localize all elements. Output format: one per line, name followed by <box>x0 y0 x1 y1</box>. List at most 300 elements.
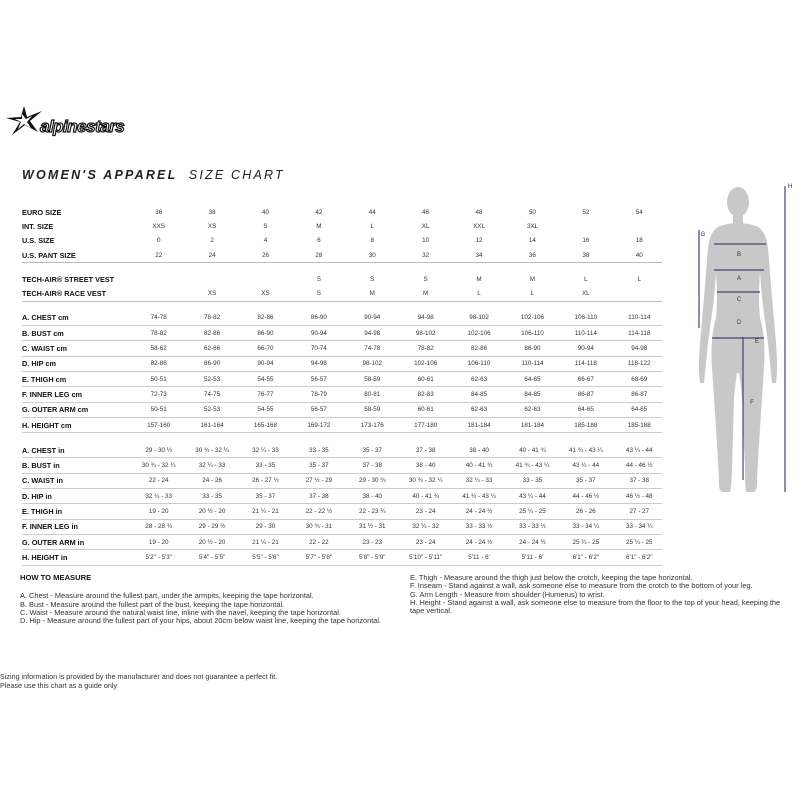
table-cell <box>181 219 189 233</box>
table-spacer <box>235 205 243 219</box>
table-cell: 19 - 20 <box>136 534 181 549</box>
table-cell: 86-87 <box>617 387 662 402</box>
table-spacer <box>128 519 136 534</box>
table-spacer <box>502 402 510 417</box>
table-spacer <box>181 489 189 504</box>
table-cell: 86-90 <box>510 341 555 356</box>
table-cell: 29 - 29 ½ <box>189 519 234 534</box>
measure-chest: A. Chest - Measure around the fullest part, under the armpits, keeping the tape horizontal. <box>20 591 314 601</box>
table-spacer <box>342 205 350 219</box>
table-spacer <box>288 473 296 488</box>
disclaimer <box>0 673 277 690</box>
table-spacer <box>555 326 563 341</box>
table-cell: 43 ¼ - 44 <box>563 458 608 473</box>
table-cell: 43 ¼ - 44 <box>510 489 555 504</box>
table-cell: 35 - 37 <box>350 443 395 458</box>
table-spacer <box>555 356 563 371</box>
table-cell: 80-81 <box>350 387 395 402</box>
table-cell: 52-53 <box>189 371 234 386</box>
table-cell: 43 ¼ - 44 <box>617 443 662 458</box>
table-cell: 40 - 41 ¾ <box>510 443 555 458</box>
table-spacer <box>448 473 456 488</box>
table-row <box>22 473 662 488</box>
table-spacer <box>235 234 243 248</box>
disclaimer-line-2: Please use this chart as a guide only <box>0 680 118 690</box>
table-cell: M <box>403 286 448 301</box>
table-spacer <box>235 473 243 488</box>
table-cell: 86-90 <box>296 311 341 326</box>
table-cell: 64-65 <box>510 371 555 386</box>
table-spacer <box>342 311 350 326</box>
table-spacer <box>128 402 136 417</box>
table-cell: XS <box>243 286 288 301</box>
row-label: TECH-AIR® STREET VEST <box>22 274 115 284</box>
table-spacer <box>448 272 456 286</box>
row-label: F. INNER LEG cm <box>22 387 128 402</box>
table-spacer <box>555 248 563 263</box>
table-cell: 66-70 <box>243 341 288 356</box>
table-spacer <box>395 458 403 473</box>
table-cell: L <box>370 222 375 230</box>
label-e: E <box>754 339 760 345</box>
table-cell: 32 ¼ - 33 <box>189 458 234 473</box>
table-spacer <box>502 371 510 386</box>
table-spacer <box>181 234 189 248</box>
table-spacer <box>555 443 563 458</box>
table-spacer <box>395 272 403 286</box>
table-cell: 23 - 23 <box>350 534 395 549</box>
table-cell: 5'2" - 5'3" <box>136 550 181 565</box>
table-spacer <box>128 489 136 504</box>
table-spacer <box>609 519 617 534</box>
table-row <box>22 341 662 356</box>
table-cell: M <box>476 275 482 283</box>
table-cell: 37 - 38 <box>403 443 448 458</box>
table-cell: 24 - 24 ½ <box>456 504 501 519</box>
table-spacer <box>609 504 617 519</box>
table-cell: 66-67 <box>563 371 608 386</box>
table-cell: 25 ¼ - 25 <box>510 504 555 519</box>
table-spacer <box>555 387 563 402</box>
table-spacer <box>555 519 563 534</box>
table-row <box>22 534 662 549</box>
table-cell: XXS <box>152 222 165 230</box>
table-spacer <box>342 234 350 248</box>
table-cell: S <box>423 275 428 283</box>
table-spacer <box>555 286 563 301</box>
table-cell <box>136 272 181 286</box>
table-spacer <box>395 417 403 432</box>
table-cell: 31 ½ - 31 <box>350 519 395 534</box>
table-spacer <box>342 489 350 504</box>
table-cell: 48 <box>475 208 483 216</box>
table-cell: 106-110 <box>510 326 555 341</box>
table-spacer <box>181 272 189 286</box>
table-spacer <box>235 458 243 473</box>
table-spacer <box>181 504 189 519</box>
row-label: TECH-AIR® RACE VEST <box>22 286 128 301</box>
table-spacer <box>609 234 617 248</box>
table-cell: 44 - 46 ½ <box>563 489 608 504</box>
row-label: C. WAIST in <box>22 473 128 488</box>
table-spacer <box>235 443 243 458</box>
table-spacer <box>555 371 563 386</box>
table-cell: 86-90 <box>243 326 288 341</box>
table-cell: 19 - 20 <box>136 504 181 519</box>
table-cell: 6'1" - 6'2" <box>617 550 662 565</box>
table-row <box>22 272 662 286</box>
row-gap <box>22 263 662 273</box>
measure-thigh: E. Thigh - Measure around the thigh just below the crotch, keeping the tape horizontal. <box>410 573 693 582</box>
table-spacer <box>448 286 456 301</box>
table-spacer <box>609 489 617 504</box>
table-spacer <box>395 473 403 488</box>
table-cell: 98-102 <box>456 311 501 326</box>
table-cell: 72-73 <box>136 387 181 402</box>
table-spacer <box>128 286 136 301</box>
table-spacer <box>555 272 563 286</box>
table-cell: 29 - 30 ½ <box>136 443 181 458</box>
table-cell: 26 - 26 <box>563 504 608 519</box>
table-row <box>22 387 662 402</box>
table-cell: 58-59 <box>350 402 395 417</box>
table-spacer <box>395 443 403 458</box>
table-cell: 90-94 <box>563 341 608 356</box>
table-cell: XXL <box>473 222 485 230</box>
row-label: D. HIP cm <box>22 356 128 371</box>
table-cell: 86-90 <box>189 356 234 371</box>
table-spacer <box>502 534 510 549</box>
table-cell: 0 <box>156 237 161 245</box>
table-cell: 74-75 <box>189 387 234 402</box>
how-to-measure-heading: HOW TO MEASURE <box>20 573 92 582</box>
label-c: C <box>736 297 742 303</box>
table-cell: 33 - 35 <box>243 458 288 473</box>
label-f: F <box>750 400 754 406</box>
table-cell: XL <box>563 286 608 301</box>
table-cell: 110-114 <box>617 311 662 326</box>
table-cell: 38 - 40 <box>350 489 395 504</box>
table-cell: M <box>316 222 322 230</box>
table-spacer <box>181 417 189 432</box>
table-spacer <box>502 443 510 458</box>
table-spacer <box>342 248 350 263</box>
table-spacer <box>288 519 296 534</box>
table-spacer <box>128 326 136 341</box>
table-cell: XL <box>421 222 430 230</box>
table-spacer <box>555 458 563 473</box>
table-cell: 22 - 22 <box>296 534 341 549</box>
table-cell: 22 <box>136 248 181 263</box>
table-cell: 78-82 <box>189 311 234 326</box>
table-cell: 58-62 <box>136 341 181 356</box>
table-cell: 32 ¼ - 33 <box>456 473 501 488</box>
table-cell: S <box>296 286 341 301</box>
table-row <box>22 326 662 341</box>
table-spacer <box>555 489 563 504</box>
measure-arm: G. Arm Length - Measure from shoulder (Humerus) to wrist. <box>410 589 605 599</box>
table-cell: 94-98 <box>296 356 341 371</box>
table-cell: 37 - 38 <box>617 473 662 488</box>
star-icon <box>6 106 42 135</box>
table-cell: 82-86 <box>136 356 181 371</box>
table-cell: 46 <box>422 208 430 216</box>
table-spacer <box>609 417 617 432</box>
table-cell: S <box>316 275 321 283</box>
table-cell: 110-114 <box>510 356 555 371</box>
table-cell: 46 ½ - 48 <box>617 489 662 504</box>
table-cell: 94-98 <box>617 341 662 356</box>
measure-hip: D. Hip - Measure around the fullest part of your hips, about 20cm below waist line, keeping the tape horizontal. <box>20 616 382 626</box>
label-g: G <box>700 232 706 238</box>
table-cell: 32 ¼ - 32 <box>403 519 448 534</box>
table-spacer <box>235 402 243 417</box>
table-spacer <box>448 402 456 417</box>
table-spacer <box>128 205 136 219</box>
table-cell: 42 <box>315 208 323 216</box>
table-cell: S <box>370 275 375 283</box>
how-to-measure-left <box>20 574 410 625</box>
table-cell: 82-83 <box>403 387 448 402</box>
table-spacer <box>448 356 456 371</box>
table-spacer <box>395 550 403 565</box>
table-cell: 32 ¼ - 33 <box>136 489 181 504</box>
table-cell: 94-98 <box>403 311 448 326</box>
table-cell: 10 <box>422 237 430 245</box>
woman-silhouette <box>699 187 777 492</box>
table-cell: 8 <box>370 237 375 245</box>
table-cell: 40 <box>261 208 269 216</box>
table-cell: 41 ¾ - 43 ¼ <box>456 489 501 504</box>
table-cell: 23 - 24 <box>403 534 448 549</box>
table-cell <box>235 219 243 233</box>
table-cell: 21 ¼ - 21 <box>243 534 288 549</box>
table-spacer <box>235 387 243 402</box>
table-spacer <box>448 458 456 473</box>
table-cell: 29 - 30 ¾ <box>350 473 395 488</box>
table-cell: XS <box>189 286 234 301</box>
row-label: E. THIGH cm <box>22 371 128 386</box>
table-cell: 2 <box>210 237 214 245</box>
table-spacer <box>235 286 243 301</box>
table-spacer <box>502 234 510 248</box>
table-cell: 84-85 <box>510 387 555 402</box>
table-spacer <box>342 356 350 371</box>
table-cell <box>617 219 662 233</box>
table-row <box>22 458 662 473</box>
table-cell: 90-94 <box>350 311 395 326</box>
table-spacer <box>609 550 617 565</box>
table-cell: 5'10" - 5'11" <box>403 550 448 565</box>
table-spacer <box>288 458 296 473</box>
table-cell: 33 - 34 ¼ <box>563 519 608 534</box>
table-cell <box>609 219 617 233</box>
table-cell: 41 ¾ - 43 ¼ <box>510 458 555 473</box>
table-row <box>22 356 662 371</box>
row-label: F. INNER LEG in <box>22 519 128 534</box>
table-row <box>22 443 662 458</box>
table-cell: L <box>456 286 501 301</box>
table-cell: 52 <box>582 208 590 216</box>
table-spacer <box>342 402 350 417</box>
table-spacer <box>502 458 510 473</box>
table-cell: 50-51 <box>136 371 181 386</box>
table-spacer <box>181 311 189 326</box>
table-cell: 177-180 <box>403 417 448 432</box>
table-spacer <box>555 534 563 549</box>
table-spacer <box>342 534 350 549</box>
table-cell: 98-102 <box>350 356 395 371</box>
table-row <box>22 402 662 417</box>
table-cell: 16 <box>582 237 590 245</box>
table-spacer <box>181 550 189 565</box>
table-cell: 6'1" - 6'2" <box>563 550 608 565</box>
label-b: B <box>736 252 742 258</box>
table-cell: 90-94 <box>296 326 341 341</box>
table-row <box>22 286 662 301</box>
row-label: D. HIP in <box>22 489 128 504</box>
table-spacer <box>235 326 243 341</box>
table-spacer <box>609 371 617 386</box>
measure-height: H. Height - Stand against a wall, ask someone else to measure from the floor to the top of your head, keeping the tape vertical. <box>410 597 781 616</box>
label-h: H <box>787 184 793 190</box>
table-cell: L <box>584 275 588 283</box>
row-label: H. HEIGHT in <box>22 550 128 565</box>
table-cell: 185-188 <box>617 417 662 432</box>
table-cell: 37 - 38 <box>350 458 395 473</box>
table-cell: 64-65 <box>563 402 608 417</box>
table-spacer <box>609 341 617 356</box>
table-spacer <box>235 550 243 565</box>
table-spacer <box>288 311 296 326</box>
table-cell: 114-118 <box>617 326 662 341</box>
table-spacer <box>448 443 456 458</box>
table-spacer <box>395 519 403 534</box>
table-cell: 26 - 27 ½ <box>243 473 288 488</box>
row-label: EURO SIZE <box>22 207 62 217</box>
table-spacer <box>609 311 617 326</box>
table-spacer <box>342 443 350 458</box>
table-spacer <box>609 387 617 402</box>
table-spacer <box>288 272 296 286</box>
table-cell: 78-82 <box>403 341 448 356</box>
table-spacer <box>181 402 189 417</box>
table-cell: 56-57 <box>296 371 341 386</box>
table-spacer <box>395 402 403 417</box>
table-spacer <box>128 371 136 386</box>
table-spacer <box>128 248 136 263</box>
row-label: C. WAIST cm <box>22 341 128 356</box>
table-spacer <box>448 489 456 504</box>
row-label: G. OUTER ARM in <box>22 534 128 549</box>
row-label: B. BUST in <box>22 458 128 473</box>
table-cell: 76-77 <box>243 387 288 402</box>
row-gap <box>22 433 662 444</box>
table-spacer <box>181 473 189 488</box>
table-cell: 30 ¾ - 32 ¼ <box>189 443 234 458</box>
table-row <box>22 489 662 504</box>
table-cell: 4 <box>263 237 268 245</box>
table-spacer <box>128 458 136 473</box>
table-cell: 21 ¼ - 21 <box>243 504 288 519</box>
table-cell: 32 ¼ - 33 <box>243 443 288 458</box>
table-cell: 38 - 40 <box>456 443 501 458</box>
table-spacer <box>235 534 243 549</box>
measure-inseam: F. Inseam - Stand against a wall, ask someone else to measure from the crotch to the bottom of your leg. <box>410 581 753 591</box>
table-cell: 118-122 <box>617 356 662 371</box>
table-row <box>22 234 662 248</box>
table-spacer <box>235 341 243 356</box>
table-cell: 24 <box>189 248 234 263</box>
table-cell <box>395 219 403 233</box>
table-spacer <box>395 248 403 263</box>
table-cell: 82-86 <box>243 311 288 326</box>
table-cell: 5'4" - 5'5" <box>189 550 234 565</box>
table-cell: 44 - 46 ½ <box>617 458 662 473</box>
label-a: A <box>736 276 742 282</box>
table-spacer <box>502 311 510 326</box>
table-spacer <box>288 205 296 219</box>
table-spacer <box>288 341 296 356</box>
table-cell: 90-94 <box>243 356 288 371</box>
table-cell: 30 <box>350 248 395 263</box>
table-cell <box>555 219 563 233</box>
measure-waist: C. Waist - Measure around the natural waist line, inline with the navel, keeping the tape horizontal. <box>20 607 341 617</box>
table-cell: 24 - 24 ½ <box>510 534 555 549</box>
table-cell: 24 - 26 <box>189 473 234 488</box>
table-cell: 78-82 <box>136 326 181 341</box>
table-cell: 5'11 - 6' <box>456 550 501 565</box>
table-cell: 74-78 <box>136 311 181 326</box>
table-spacer <box>288 286 296 301</box>
row-label: H. HEIGHT cm <box>22 417 128 432</box>
table-cell: 78-79 <box>296 387 341 402</box>
table-cell <box>563 219 608 233</box>
table-cell <box>448 219 456 233</box>
table-spacer <box>181 371 189 386</box>
table-cell: 33 - 35 <box>510 473 555 488</box>
table-spacer <box>502 550 510 565</box>
table-spacer <box>448 341 456 356</box>
table-spacer <box>448 504 456 519</box>
table-spacer <box>288 550 296 565</box>
table-cell: S <box>263 222 268 230</box>
table-row <box>22 248 662 263</box>
table-spacer <box>181 458 189 473</box>
table-cell: M <box>350 286 395 301</box>
table-spacer <box>235 504 243 519</box>
table-spacer <box>342 272 350 286</box>
table-spacer <box>448 387 456 402</box>
table-spacer <box>235 489 243 504</box>
table-spacer <box>181 205 189 219</box>
table-cell: 62-63 <box>510 402 555 417</box>
table-cell: 30 ¾ - 32 ¼ <box>403 473 448 488</box>
table-spacer <box>448 550 456 565</box>
row-label: U.S. SIZE <box>22 236 55 246</box>
table-spacer <box>128 473 136 488</box>
table-spacer <box>395 387 403 402</box>
table-cell: 114-118 <box>563 356 608 371</box>
table-spacer <box>502 248 510 263</box>
alpinestars-logo <box>4 102 164 142</box>
table-spacer <box>609 534 617 549</box>
table-cell: 33 - 34 ¼ <box>617 519 662 534</box>
table-spacer <box>128 443 136 458</box>
table-spacer <box>395 356 403 371</box>
row-label: INT. SIZE <box>22 221 54 231</box>
table-cell: 56-57 <box>296 402 341 417</box>
